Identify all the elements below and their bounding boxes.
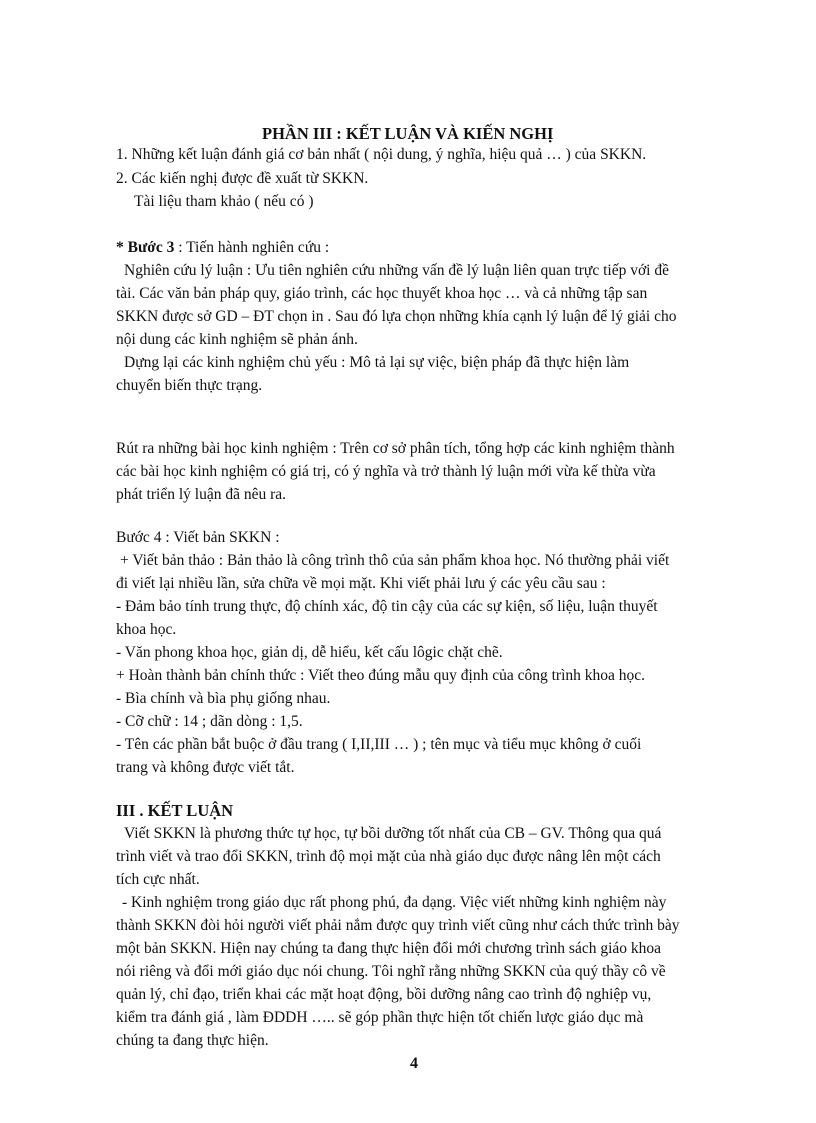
step4-label: Bước 4 (116, 529, 162, 546)
paragraph-line: - Tên các phần bắt buộc ở đầu trang ( I,II,III … ) ; tên mục và tiểu mục không ở cuối (116, 736, 642, 753)
paragraph-line: phát triển lý luận đã nêu ra. (116, 486, 287, 503)
paragraph-line: Viết SKKN là phương thức tự học, tự bồi dưỡng tốt nhất của CB – GV. Thông qua quá (124, 825, 662, 842)
page-number: 4 (410, 1055, 418, 1072)
paragraph-line: trang và không được viết tắt. (116, 759, 295, 776)
paragraph-line: trình viết và trao đổi SKKN, trình độ mọi mặt của nhà giáo dục được nâng lên một cách (116, 848, 661, 865)
paragraph-line: - Kinh nghiệm trong giáo dục rất phong phú, đa dạng. Việc viết những kinh nghiệm này (122, 894, 667, 911)
paragraph-line: khoa học. (116, 621, 177, 638)
paragraph-line: thành SKKN đòi hỏi người viết phải nắm được quy trình viết cũng như cách thức trình bày (116, 917, 680, 934)
paragraph-line: - Văn phong khoa học, giản dị, dễ hiểu, kết cấu lôgic chặt chẽ. (116, 644, 503, 661)
part3-item-2: 2. Các kiến nghị được đề xuất từ SKKN. (116, 170, 369, 187)
paragraph-line: + Hoàn thành bản chính thức : Viết theo đúng mẫu quy định của công trình khoa học. (116, 667, 646, 684)
step3-heading-rest: : Tiến hành nghiên cứu : (174, 239, 330, 256)
paragraph-line: nói riêng và đổi mới giáo dục nói chung. Tôi nghĩ rằng những SKKN của quý thầy cô về (116, 963, 666, 980)
part-title: PHẦN III : KẾT LUẬN VÀ KIẾN NGHỊ (262, 124, 554, 143)
paragraph-line: chúng ta đang thực hiện. (116, 1032, 269, 1049)
paragraph-line: - Cỡ chữ : 14 ; dãn dòng : 1,5. (116, 713, 303, 730)
paragraph-line: kiểm tra đánh giá , làm ĐDDH ….. sẽ góp phần thực hiện tốt chiến lược giáo dục mà (116, 1009, 644, 1026)
paragraph-line: tài. Các văn bản pháp quy, giáo trình, các học thuyết khoa học … và cả những tập san (116, 285, 648, 302)
paragraph-line: chuyển biến thực trạng. (116, 377, 263, 394)
step3-heading (116, 238, 329, 258)
paragraph-line: tích cực nhất. (116, 871, 200, 888)
paragraph-line: quản lý, chỉ đạo, triển khai các mặt hoạt động, bồi dưỡng nâng cao trình độ nghiệp vụ, (116, 986, 652, 1003)
part3-item-1: 1. Những kết luận đánh giá cơ bản nhất ( nội dung, ý nghĩa, hiệu quả … ) của SKKN. (116, 146, 647, 163)
paragraph-line: Rút ra những bài học kinh nghiệm : Trên cơ sở phân tích, tổng hợp các kinh nghiệm thành (116, 440, 675, 457)
paragraph-line: một bản SKKN. Hiện nay chúng ta đang thực hiện đổi mới chương trình sách giáo khoa (116, 940, 662, 957)
paragraph-line: SKKN được sở GD – ĐT chọn in . Sau đó lựa chọn những khía cạnh lý luận để lý giải cho (116, 308, 677, 325)
step4-heading (116, 528, 280, 548)
paragraph-line: - Đảm bảo tính trung thực, độ chính xác, độ tin cậy của các sự kiện, số liệu, luận thuyết (116, 598, 658, 615)
paragraph-line: + Viết bản thảo : Bản thảo là công trình thô của sản phẩm khoa học. Nó thường phải viết (120, 552, 670, 569)
paragraph-line: các bài học kinh nghiệm có giá trị, có ý nghĩa và trở thành lý luận mới vừa kế thừa vừa (116, 463, 656, 480)
part3-item-3: Tài liệu tham khảo ( nếu có ) (134, 193, 314, 210)
step3-label: * Bước 3 (116, 239, 175, 256)
paragraph-line: đi viết lại nhiều lần, sửa chữa về mọi mặt. Khi viết phải lưu ý các yêu cầu sau : (116, 575, 606, 592)
step4-heading-rest: : Viết bản SKKN : (161, 529, 280, 546)
conclusion-heading: III . KẾT LUẬN (116, 801, 234, 820)
paragraph-line: nội dung các kinh nghiệm sẽ phản ánh. (116, 331, 358, 348)
paragraph-line: - Bìa chính và bìa phụ giống nhau. (116, 690, 331, 707)
paragraph-line: Nghiên cứu lý luận : Ưu tiên nghiên cứu những vấn đề lý luận liên quan trực tiếp với đề (124, 262, 669, 279)
paragraph-line: Dựng lại các kinh nghiệm chủ yếu : Mô tả lại sự việc, biện pháp đã thực hiện làm (124, 354, 630, 371)
